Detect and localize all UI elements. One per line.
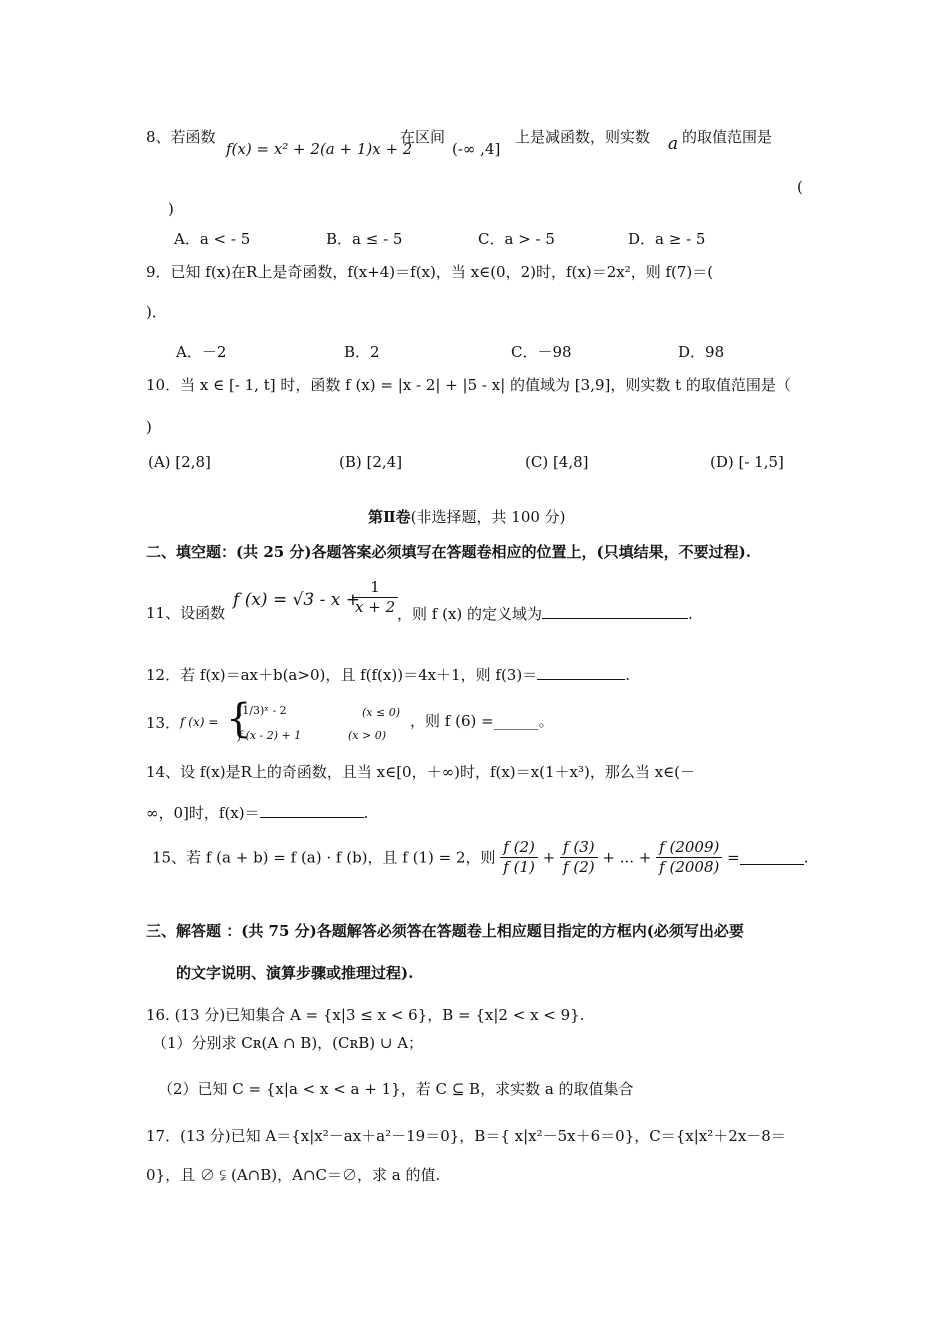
q10-option-c: (C) [4,8] [525,453,589,471]
q15-frac-3-den: f (2008) [659,857,720,876]
q11-tail-text: ，则 f (x) 的定义域为 [397,605,543,623]
q13-tail: ，则 f (6) =______。 [410,712,554,730]
q15-frac-2-den: f (2) [563,857,595,876]
q10-line1: 10．当 x ∈ [- 1, t] 时，函数 f (x) = |x - 2| + |5 - x| 的值域为 [3,9]，则实数 t 的取值范围是（ [146,376,791,394]
q17-line1: 17．(13 分)已知 A＝{x|x²－ax＋a²－19＝0}，B＝{ x|x²－5x＋6＝0}，C＝{x|x²＋2x－8＝ [146,1127,786,1145]
q17-line2: 0}，且 ∅ ⫋ (A∩B)，A∩C＝∅，求 a 的值. [146,1166,441,1184]
q8-option-d: D．a ≥ - 5 [628,230,706,248]
q13-case2: f (x - 2) + 1 [238,729,302,742]
q15-lead: 15、若 f (a + b) = f (a) · f (b)，且 f (1) = 2，则 [152,848,496,867]
q11-frac-den: x + 2 [355,597,396,616]
q15-plus: + [542,848,556,867]
section-fill-in-heading: 二、填空题：(共 25 分)各题答案必须填写在答题卷相应的位置上，(只填结果，不要过程). [146,543,751,561]
q8-option-a: A．a < - 5 [174,230,251,248]
q11-lead: 11、设函数 [146,604,226,622]
q15-frac-3-num: f (2009) [656,838,722,858]
q12-end: . [625,666,630,684]
q15-dots: + ... + [602,848,652,867]
q14-answer-blank[interactable] [260,803,364,818]
q13-cond2: (x > 0) [348,729,386,742]
q15-frac-1 [500,838,538,877]
q10-line2: ) [146,418,152,436]
q10-option-b: (B) [2,4] [339,453,403,471]
q8-stem [146,128,216,146]
q13-cond1: (x ≤ 0) [362,706,400,719]
q10-option-a: (A) [2,8] [148,453,211,471]
q8-lead: 8、若函数 [146,128,216,146]
q9-option-c: C．－98 [511,343,572,361]
q9-line1: 9．已知 f(x)在R上是奇函数，f(x+4)＝f(x)，当 x∈(0，2)时，f(x)＝2x²，则 f(7)＝( [146,263,714,281]
q8-option-c: C．a > - 5 [478,230,555,248]
q11-frac-num: 1 [352,578,398,598]
q13-fx: f (x) = [180,715,219,729]
q8-mid1: 在区间 [400,128,446,146]
q11-lhs: f (x) = √3 - x + [233,590,361,610]
q15-frac-1-den: f (1) [503,857,535,876]
q15-frac-2 [560,838,598,877]
q11-tail [397,604,693,623]
q13-lead: 13． [146,714,181,732]
q15-frac-2-num: f (3) [560,838,598,858]
q11-fraction [352,578,398,617]
q14-line2 [146,803,368,822]
q13-case1: (1/3)ˣ - 2 [238,704,287,717]
q14-line2-text: ∞，0]时，f(x)＝ [146,804,260,822]
q10-option-d: (D) [- 1,5] [710,453,784,471]
q9-option-b: B．2 [344,343,380,361]
q9-option-a: A．－2 [176,343,227,361]
q8-tail: 的取值范围是 [682,128,773,146]
q16-stem: 16. (13 分)已知集合 A = {x|3 ≤ x < 6}，B = {x|2 < x < 9}. [146,1006,585,1024]
q15-eq: = [727,848,740,867]
section-answer-heading-line1: 三、解答题 ：(共 75 分)各题解答必须答在答题卷上相应题目指定的方框内(必须写出必要 [146,922,744,940]
q8-paren-open: ( [797,178,803,196]
q9-line2: )． [146,303,167,321]
q9-option-d: D．98 [678,343,725,361]
q8-formula: f(x) = x² + 2(a + 1)x + 2 [226,140,413,158]
q15-answer-blank[interactable] [740,850,804,865]
q12-answer-blank[interactable] [537,665,625,680]
q11-frac [352,578,398,617]
part2-subtitle: (非选择题，共 100 分) [410,508,566,526]
q16-part1: （1）分别求 Cʀ(A ∩ B)，(CʀB) ∪ A； [152,1034,424,1052]
part2-heading [368,508,566,526]
q13-brace: { [226,696,252,742]
q12-text: 12．若 f(x)＝ax＋b(a>0)，且 f(f(x))＝4x＋1，则 f(3)＝ [146,666,538,684]
section-answer-heading-line2: 的文字说明、演算步骤或推理过程). [176,964,414,982]
q8-var: a [668,134,679,154]
q8-paren-close: ) [168,200,174,218]
q12-line [146,665,630,684]
q16-part2: （2）已知 C = {x|a < x < a + 1}，若 C ⊆ B，求实数 a 的取值集合 [158,1080,634,1098]
q15-end: . [803,848,809,867]
q15-frac-1-num: f (2) [500,838,538,858]
q14-end: . [363,804,369,822]
q8-mid2: 上是减函数，则实数 [515,128,651,146]
q15-line [152,838,808,877]
q11-end: . [688,605,693,623]
q8-interval: (-∞ ,4] [452,140,501,158]
q14-line1: 14、设 f(x)是R上的奇函数，且当 x∈[0，＋∞)时，f(x)＝x(1＋x³)，那么当 x∈(－ [146,763,696,781]
q15-frac-3 [656,838,722,877]
q8-option-b: B．a ≤ - 5 [326,230,403,248]
part2-title: 第Ⅱ卷 [368,508,411,526]
q11-answer-blank[interactable] [542,604,688,619]
